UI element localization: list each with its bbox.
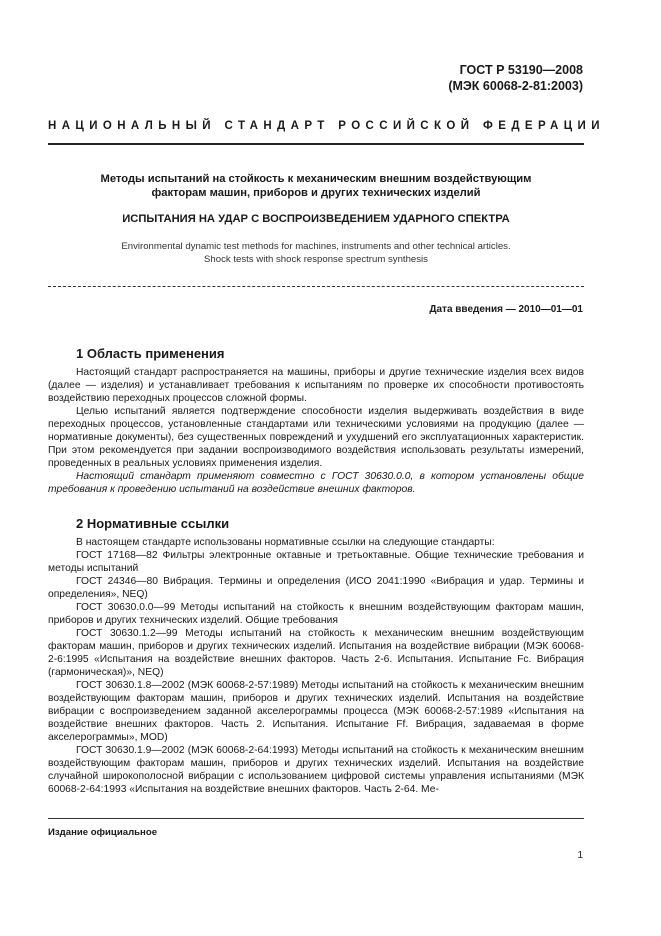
title-rule: [48, 286, 584, 287]
official-edition-label: Издание официальное: [48, 827, 158, 838]
footer-rule: [48, 818, 584, 819]
header-rule: [48, 143, 584, 145]
section-heading: 2 Нормативные ссылки: [76, 516, 230, 531]
intro-date: Дата введения — 2010—01—01: [429, 304, 583, 315]
english-title: Environmental dynamic test methods for machines, instruments and other technical articles. Shock tests with shock response spectrum synthesis: [121, 241, 511, 265]
paragraph: Настоящий стандарт распространяется на машины, приборы и другие технические изделия всех видов (далее — изделия) и устанавливает требования к испытаниям по проверке их способности противостоять воздействию переходных процессов сложной формы.: [48, 367, 584, 404]
reference-item: ГОСТ 30630.1.2—99 Методы испытаний на стойкость к механическим внешним воздействующим факторам машин, приборов и других технических изделий. Испытания на воздействие вибрации (МЭК 60068-2-6:1995 «Испытания на воздействие внешних факторов. Часть 2-6. Испытания. Испытание Fc. Вибрация (гармоническая)», NEQ): [48, 628, 584, 678]
reference-item: ГОСТ 30630.0.0—99 Методы испытаний на стойкость к внешним воздействующим факторам машин, приборов и других технических изделий. Общие требования: [48, 602, 584, 626]
section-body: [48, 536, 584, 796]
gost-number: ГОСТ Р 53190—2008: [459, 63, 583, 77]
reference-item: ГОСТ 30630.1.8—2002 (МЭК 60068-2-57:1989) Методы испытаний на стойкость к механическим внешним воздействующим факторам машин, приборов и других технических изделий. Испытания на воздействие вибрации с воспроизведением заданной акселерограммы процесса (МЭК 60068-2-57:1989 «Испытания на воздействие внешних факторов. Часть 2. Испытания. Испытание Ff. Вибрация, задаваемая в форме акселерограммы», MOD): [48, 680, 584, 743]
paragraph: В настоящем стандарте использованы нормативные ссылки на следующие стандарты:: [76, 537, 495, 548]
reference-item: ГОСТ 24346—80 Вибрация. Термины и определения (ИСО 2041:1990 «Вибрация и удар. Термины и определения», NEQ): [48, 576, 584, 600]
document-title: Методы испытаний на стойкость к механическим внешним воздействующим факторам машин, приборов и других технических изделий: [100, 173, 532, 199]
national-standard-text: НАЦИОНАЛЬНЫЙ СТАНДАРТ РОССИЙСКОЙ ФЕДЕРАЦИИ: [48, 120, 605, 132]
national-standard-banner: [48, 120, 605, 138]
paragraph: Целью испытаний является подтверждение способности изделия выдерживать воздействия в виде переходных процессов, установленные стандартами или техническими условиями на продукцию (далее — нормативные документы), без существенных повреждений и ухудшений его эксплуатационных характеристик. При этом рекомендуется при задании воспроизводимого воздействия использовать результаты измерений, проведенных в реальных условиях применения изделия.: [48, 406, 584, 469]
section-body: [48, 366, 584, 496]
reference-item: ГОСТ 17168—82 Фильтры электронные октавные и третьоктавные. Общие технические требования и методы испытаний: [48, 550, 584, 574]
paragraph: Настоящий стандарт применяют совместно с ГОСТ 30630.0.0, в котором установлены общие требования к проведению испытаний на воздействие внешних факторов.: [48, 471, 584, 495]
iec-number: (МЭК 60068-2-81:2003): [448, 79, 583, 93]
reference-item: ГОСТ 30630.1.9—2002 (МЭК 60068-2-64:1993) Методы испытаний на стойкость к механическим внешним воздействующим факторам машин, приборов и других технических изделий. Испытания на воздействие случайной широкополосной вибрации с использованием цифровой системы управления испытаниями (МЭК 60068-2-64:1993 «Испытания на воздействие внешних факторов. Часть 2-64. Ме-: [48, 745, 584, 795]
document-subtitle: ИСПЫТАНИЯ НА УДАР С ВОСПРОИЗВЕДЕНИЕМ УДАРНОГО СПЕКТРА: [122, 213, 510, 225]
page-number: 1: [577, 850, 583, 861]
section-heading: 1 Область применения: [76, 346, 225, 361]
standard-designation: [448, 62, 583, 94]
